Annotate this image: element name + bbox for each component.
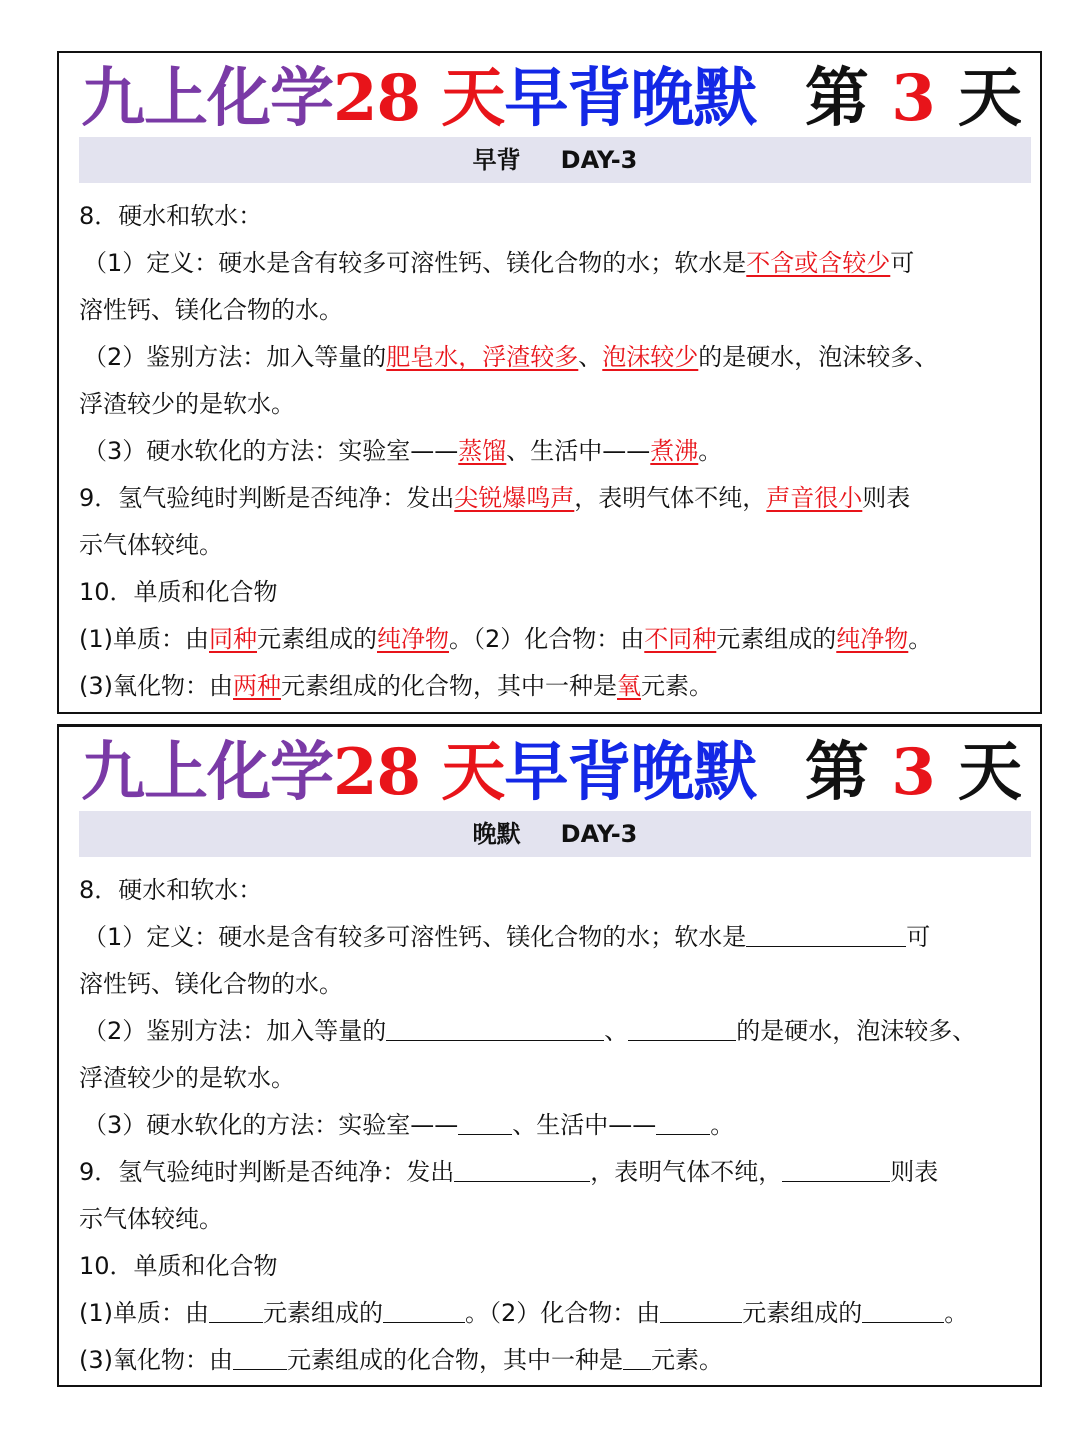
day-suffix: 天 <box>958 61 1022 136</box>
title-days: 28 天 <box>333 61 505 136</box>
day-prefix: 第 <box>804 735 869 810</box>
day-prefix: 第 <box>804 61 869 136</box>
section-band <box>79 811 1031 857</box>
answer: 声音很小 <box>766 484 863 512</box>
day-suffix: 天 <box>958 735 1022 810</box>
answer-blank[interactable] <box>660 1296 742 1323</box>
answer: 煮沸 <box>650 437 699 465</box>
line-10-heading: 10．单质和化合物 <box>79 578 278 606</box>
line-identify-cont: 浮渣较少的是软水。 <box>79 390 295 418</box>
line-9-cont: 示气体较纯。 <box>79 531 223 559</box>
answer-blank[interactable] <box>233 1343 287 1370</box>
answer-blank[interactable] <box>746 920 906 947</box>
title-days: 28 天 <box>333 735 505 810</box>
line-definition: （1）定义：硬水是含有较多可溶性钙、镁化合物的水；软水是 可 <box>79 914 1034 961</box>
page-title <box>81 733 756 813</box>
band-label: 早背 <box>472 146 521 174</box>
line-element-compound: (1)单质：由 元素组成的 。（2）化合物：由 元素组成的 。 <box>79 1290 1034 1337</box>
title-method: 早背晚默 <box>504 61 757 136</box>
answer-blank[interactable] <box>458 1108 512 1135</box>
answer-blank[interactable] <box>209 1296 263 1323</box>
line-9-hydrogen: 9．氢气验纯时判断是否纯净：发出 ，表明气体不纯， 则表 <box>79 1149 1034 1196</box>
line-9-hydrogen: 9．氢气验纯时判断是否纯净：发出尖锐爆鸣声，表明气体不纯，声音很小则表 <box>79 484 911 512</box>
title-method: 早背晚默 <box>504 735 757 810</box>
answer: 不同种 <box>644 625 717 653</box>
answer-blank[interactable] <box>782 1155 890 1182</box>
line-9-cont: 示气体较纯。 <box>79 1205 223 1233</box>
title-subject: 九上化学 <box>81 61 333 136</box>
line-definition-cont: 溶性钙、镁化合物的水。 <box>79 296 343 324</box>
page-title <box>81 59 756 139</box>
answer-blank[interactable] <box>386 1014 604 1041</box>
answer-blank[interactable] <box>383 1296 465 1323</box>
answer-blank[interactable] <box>628 1014 736 1041</box>
morning-card <box>57 51 1042 714</box>
line-definition-cont: 溶性钙、镁化合物的水。 <box>79 970 343 998</box>
answer: 两种 <box>233 672 281 700</box>
band-label: 晚默 <box>472 820 521 848</box>
band-day: DAY-3 <box>560 820 638 848</box>
line-identify-cont: 浮渣较少的是软水。 <box>79 1064 295 1092</box>
answer: 纯净物 <box>377 625 449 653</box>
answer: 泡沫较少 <box>602 343 699 371</box>
answer: 不含或含较少 <box>746 249 891 277</box>
day-number: 3 <box>891 61 936 136</box>
content-lines <box>79 193 1034 710</box>
day-number: 3 <box>891 735 936 810</box>
line-identify: （2）鉴别方法：加入等量的 、 的是硬水，泡沫较多、 <box>79 1008 1034 1055</box>
answer-blank[interactable] <box>656 1108 710 1135</box>
content-lines <box>79 867 1034 1384</box>
line-element-compound: (1)单质：由同种元素组成的纯净物。（2）化合物：由不同种元素组成的纯净物。 <box>79 625 933 653</box>
day-counter <box>805 59 1022 139</box>
line-soften: （3）硬水软化的方法：实验室——蒸馏、生活中——煮沸。 <box>83 437 723 465</box>
line-oxide: (3)氧化物：由两种元素组成的化合物，其中一种是氧元素。 <box>79 672 713 700</box>
title-subject: 九上化学 <box>81 735 333 810</box>
answer: 纯净物 <box>836 625 909 653</box>
day-counter <box>805 733 1022 813</box>
line-8-heading: 8．硬水和软水： <box>79 202 263 230</box>
answer: 尖锐爆鸣声 <box>454 484 575 512</box>
answer-blank[interactable] <box>623 1343 651 1370</box>
answer: 蒸馏 <box>458 437 507 465</box>
line-definition: （1）定义：硬水是含有较多可溶性钙、镁化合物的水；软水是不含或含较少可 <box>83 249 915 277</box>
evening-card <box>57 725 1042 1387</box>
line-10-heading: 10．单质和化合物 <box>79 1252 278 1280</box>
answer-blank[interactable] <box>862 1296 944 1323</box>
line-soften: （3）硬水软化的方法：实验室—— 、生活中—— 。 <box>79 1102 1034 1149</box>
answer: 氧 <box>617 672 641 700</box>
line-identify: （2）鉴别方法：加入等量的肥皂水，浮渣较多、泡沫较少的是硬水，泡沫较多、 <box>83 343 939 371</box>
card-separator <box>57 712 1042 726</box>
line-8-heading: 8．硬水和软水： <box>79 876 263 904</box>
answer-blank[interactable] <box>454 1155 590 1182</box>
answer: 同种 <box>209 625 257 653</box>
band-day: DAY-3 <box>560 146 638 174</box>
line-oxide: (3)氧化物：由 元素组成的化合物，其中一种是 元素。 <box>79 1337 1034 1384</box>
section-band <box>79 137 1031 183</box>
answer: 肥皂水，浮渣较多 <box>386 343 579 371</box>
